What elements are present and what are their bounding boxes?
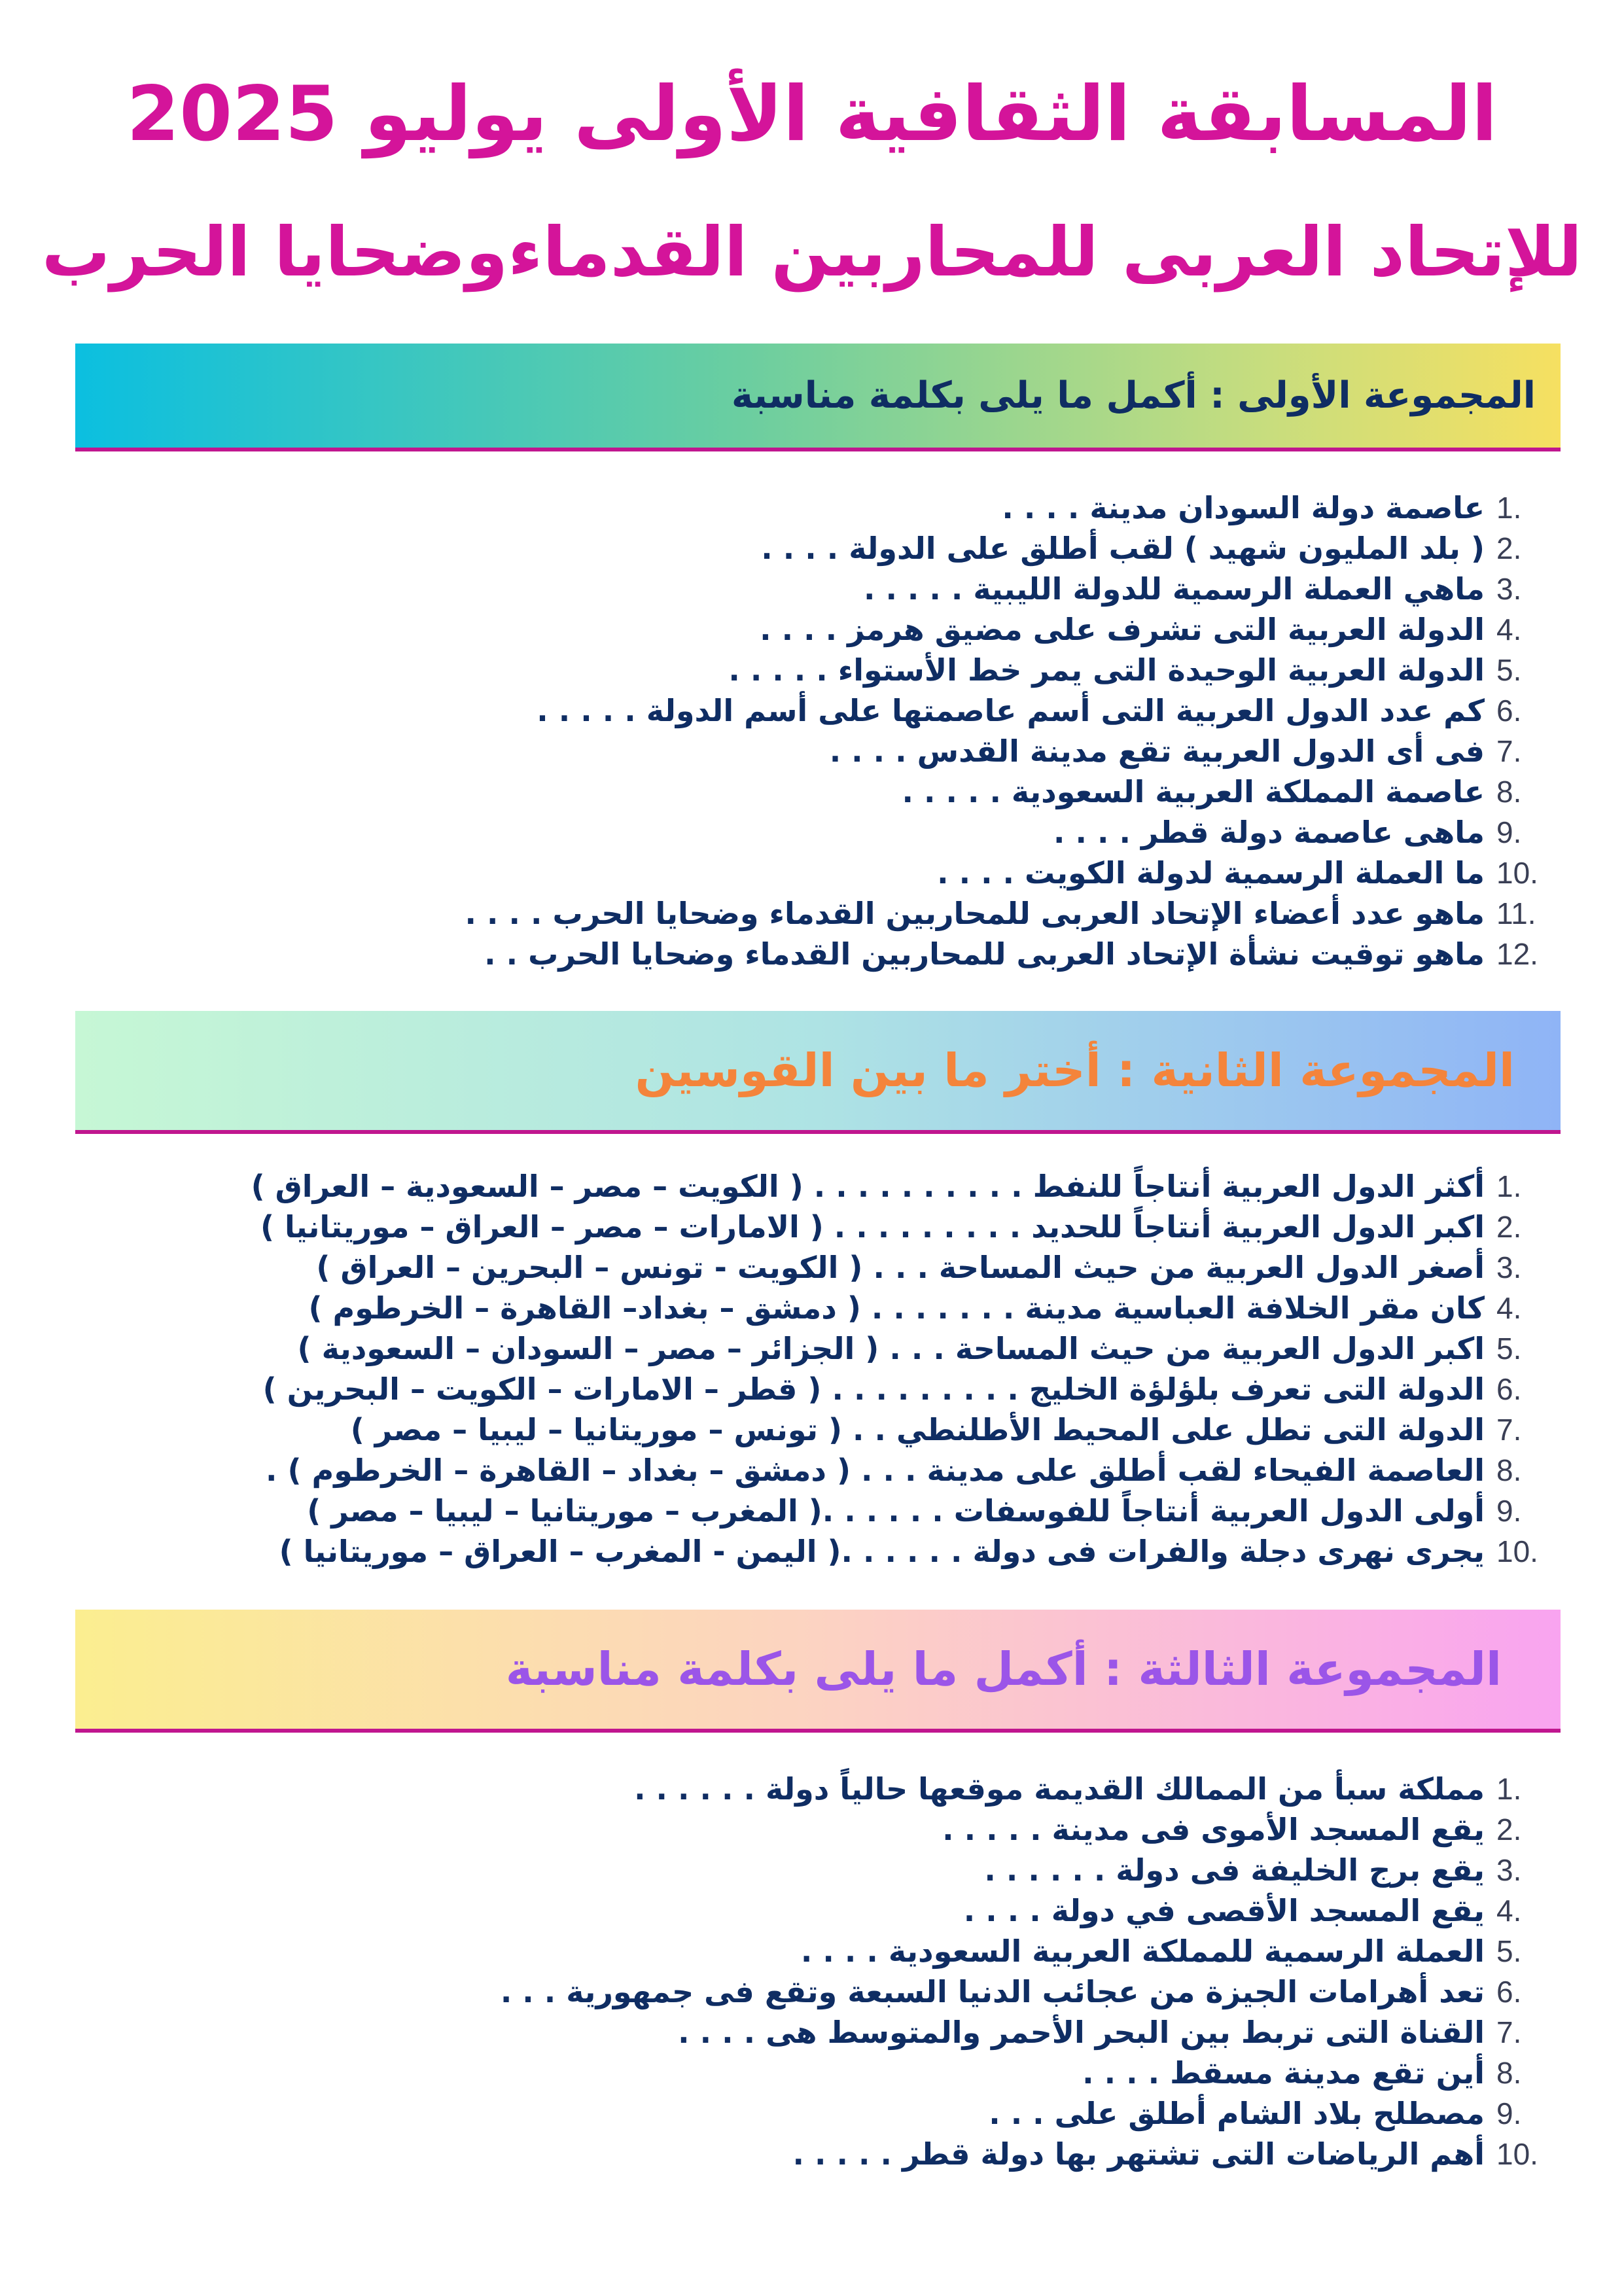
list-item [279, 1531, 1549, 1572]
item-text: ماهى عاصمة دولة قطر . . . . [1053, 815, 1485, 850]
list-item [260, 1207, 1549, 1247]
item-text: تعد أهرامات الجيزة من عجائب الدنيا السبعة وتقع فى جمهورية . . . [500, 1974, 1485, 2009]
item-number: 6. [1496, 1975, 1522, 2009]
item-text: أكثر الدول العربية أنتاجاً للنفط . . . . . . . . . . ( الكويت – مصر – السعودية – العراق ) [251, 1169, 1485, 1204]
item-text: ماهي العملة الرسمية للدولة الليبية . . . . . [863, 571, 1485, 607]
item-number: 6. [1496, 1372, 1522, 1406]
list-item [298, 1328, 1549, 1369]
item-number: 7. [1496, 734, 1522, 768]
item-text: أصغر الدول العربية من حيث المساحة . . . ( الكويت - تونس – البحرين – العراق ) [316, 1250, 1485, 1285]
item-number: 2. [1496, 1210, 1522, 1244]
item-number: 4. [1496, 1291, 1522, 1325]
list-item [678, 2012, 1549, 2053]
item-number: 1. [1496, 1169, 1522, 1203]
section-3-header [75, 1610, 1561, 1733]
item-text: أولى الدول العربية أنتاجاً للفوسفات . . . . . .( المغرب – موريتانيا – ليبيا – مصر ) [307, 1493, 1485, 1528]
section-1-header [75, 344, 1561, 451]
list-item [634, 1769, 1549, 1809]
item-number: 6. [1496, 694, 1522, 728]
item-text: كان مقر الخلافة العباسية مدينة . . . . . . . ( دمشق – بغداد– القاهرة – الخرطوم ) [308, 1290, 1485, 1326]
list-item [1082, 2053, 1549, 2093]
item-text: يقع المسجد الأموى فى مدينة . . . . . [942, 1812, 1485, 1847]
list-item [308, 1288, 1549, 1328]
item-text: ( بلد المليون شهيد ) لقب أطلق على الدولة . . . . [761, 531, 1485, 566]
item-number: 5. [1496, 1934, 1522, 1968]
item-number: 8. [1496, 2056, 1522, 2090]
list-item [728, 650, 1549, 690]
item-text: الدولة العربية التى تشرف على مضيق هرمز . . . . [760, 612, 1485, 647]
list-item [537, 690, 1549, 731]
item-number: 3. [1496, 1853, 1522, 1887]
item-number: 8. [1496, 775, 1522, 809]
item-text: الدولة التى تطل على المحيط الأطلنطي . . ( تونس – موريتانيا – ليبيا – مصر ) [350, 1412, 1485, 1447]
item-number: 10. [1496, 2137, 1538, 2171]
item-number: 12. [1496, 937, 1538, 971]
item-number: 3. [1496, 572, 1522, 606]
list-item [830, 731, 1549, 771]
item-text: الدولة العربية الوحيدة التى يمر خط الأستواء . . . . . [728, 652, 1485, 688]
item-text: اكبر الدول العربية من حيث المساحة . . . ( الجزائر – مصر – السودان – السعودية ) [297, 1331, 1485, 1366]
list-item [251, 1166, 1549, 1207]
item-number: 2. [1496, 531, 1522, 565]
item-number: 5. [1496, 1332, 1522, 1366]
list-item [263, 1369, 1549, 1409]
item-text: القناة التى تربط بين البحر الأحمر والمتوسط هى . . . . [678, 2015, 1485, 2050]
section-2-header [75, 1011, 1561, 1134]
item-text: العملة الرسمية للمملكة العربية السعودية . . . . [800, 1934, 1485, 1969]
list-item [501, 1971, 1549, 2012]
item-text: العاصمة الفيحاء لقب أطلق على مدينة . . . ( دمشق – بغداد – القاهرة – الخرطوم ) . [266, 1453, 1485, 1488]
item-number: 4. [1496, 1894, 1522, 1928]
item-text: كم عدد الدول العربية التى أسم عاصمتها على أسم الدولة . . . . . [537, 693, 1485, 728]
item-number: 11. [1496, 896, 1536, 930]
item-text: يقع المسجد الأقصى في دولة . . . . [963, 1893, 1485, 1928]
item-number: 7. [1496, 2015, 1522, 2049]
item-text: يجرى نهرى دجلة والفرات فى دولة . . . . . .( اليمن - المغرب – العراق – موريتانيا ) [279, 1534, 1485, 1569]
item-text: ماهو عدد أعضاء الإتحاد العربى للمحاربين القدماء وضحايا الحرب . . . . [465, 896, 1485, 931]
list-item [864, 569, 1549, 609]
list-item [1053, 812, 1549, 853]
item-text: عاصمة دولة السودان مدينة . . . . [1002, 490, 1485, 525]
list-item [1002, 487, 1549, 528]
list-item [760, 609, 1549, 650]
item-text: ما العملة الرسمية لدولة الكويت . . . . [937, 855, 1485, 891]
list-item [801, 1931, 1549, 1971]
item-number: 10. [1496, 1534, 1538, 1568]
page-title: المسابقة الثقافية الأولى يوليو 2025 [126, 70, 1498, 158]
item-text: مملكة سبأ من الممالك القديمة موقعها حالياً دولة . . . . . . [634, 1771, 1485, 1807]
list-item [307, 1491, 1549, 1531]
item-number: 9. [1496, 815, 1522, 849]
item-text: اكبر الدول العربية أنتاجاً للحديد . . . . . . . . . ( الامارات – مصر – العراق – موريتانيا ) [260, 1209, 1485, 1245]
item-number: 9. [1496, 2096, 1522, 2130]
list-item [266, 1450, 1549, 1491]
item-text: فى أى الدول العربية تقع مدينة القدس . . . . [829, 733, 1485, 769]
list-item [351, 1409, 1549, 1450]
item-number: 4. [1496, 612, 1522, 646]
item-text: يقع برج الخليفة فى دولة . . . . . . [984, 1852, 1485, 1888]
section-3-heading: المجموعة الثالثة : أكمل ما يلى بكلمة مناسبة [505, 1642, 1502, 1696]
item-text: ماهو توقيت نشأة الإتحاد العربى للمحاربين القدماء وضحايا الحرب . . [484, 936, 1485, 972]
item-number: 5. [1496, 653, 1522, 687]
list-item [937, 853, 1549, 893]
list-item [984, 1850, 1549, 1890]
list-item [964, 1890, 1549, 1931]
list-item [465, 893, 1549, 934]
list-item [316, 1247, 1549, 1288]
item-number: 7. [1496, 1413, 1522, 1447]
item-number: 9. [1496, 1494, 1522, 1528]
list-item [793, 2134, 1549, 2174]
page-subtitle: للإتحاد العربى للمحاربين القدماءوضحايا الحرب [41, 212, 1583, 292]
section-2-heading: المجموعة الثانية : أختر ما بين القوسين [635, 1044, 1515, 1097]
item-number: 10. [1496, 856, 1538, 890]
item-number: 1. [1496, 491, 1522, 525]
item-text: أهم الرياضات التى تشتهر بها دولة قطر . . . . . [792, 2136, 1485, 2172]
item-text: الدولة التى تعرف بلؤلؤة الخليج . . . . . . . . . ( قطر – الامارات – الكويت – البحرين ) [262, 1371, 1485, 1407]
list-item [761, 528, 1549, 569]
list-item [989, 2093, 1549, 2134]
section-1-heading: المجموعة الأولى : أكمل ما يلى بكلمة مناسبة [731, 374, 1536, 417]
item-text: مصطلح بلاد الشام أطلق على . . . [989, 2096, 1485, 2131]
item-number: 3. [1496, 1250, 1522, 1284]
list-item [484, 934, 1549, 974]
list-item [902, 771, 1549, 812]
item-text: عاصمة المملكة العربية السعودية . . . . . [902, 774, 1485, 809]
item-text: أين تقع مدينة مسقط . . . . [1082, 2055, 1485, 2091]
item-number: 1. [1496, 1772, 1522, 1806]
list-item [942, 1809, 1549, 1850]
item-number: 2. [1496, 1812, 1522, 1846]
item-number: 8. [1496, 1453, 1522, 1487]
